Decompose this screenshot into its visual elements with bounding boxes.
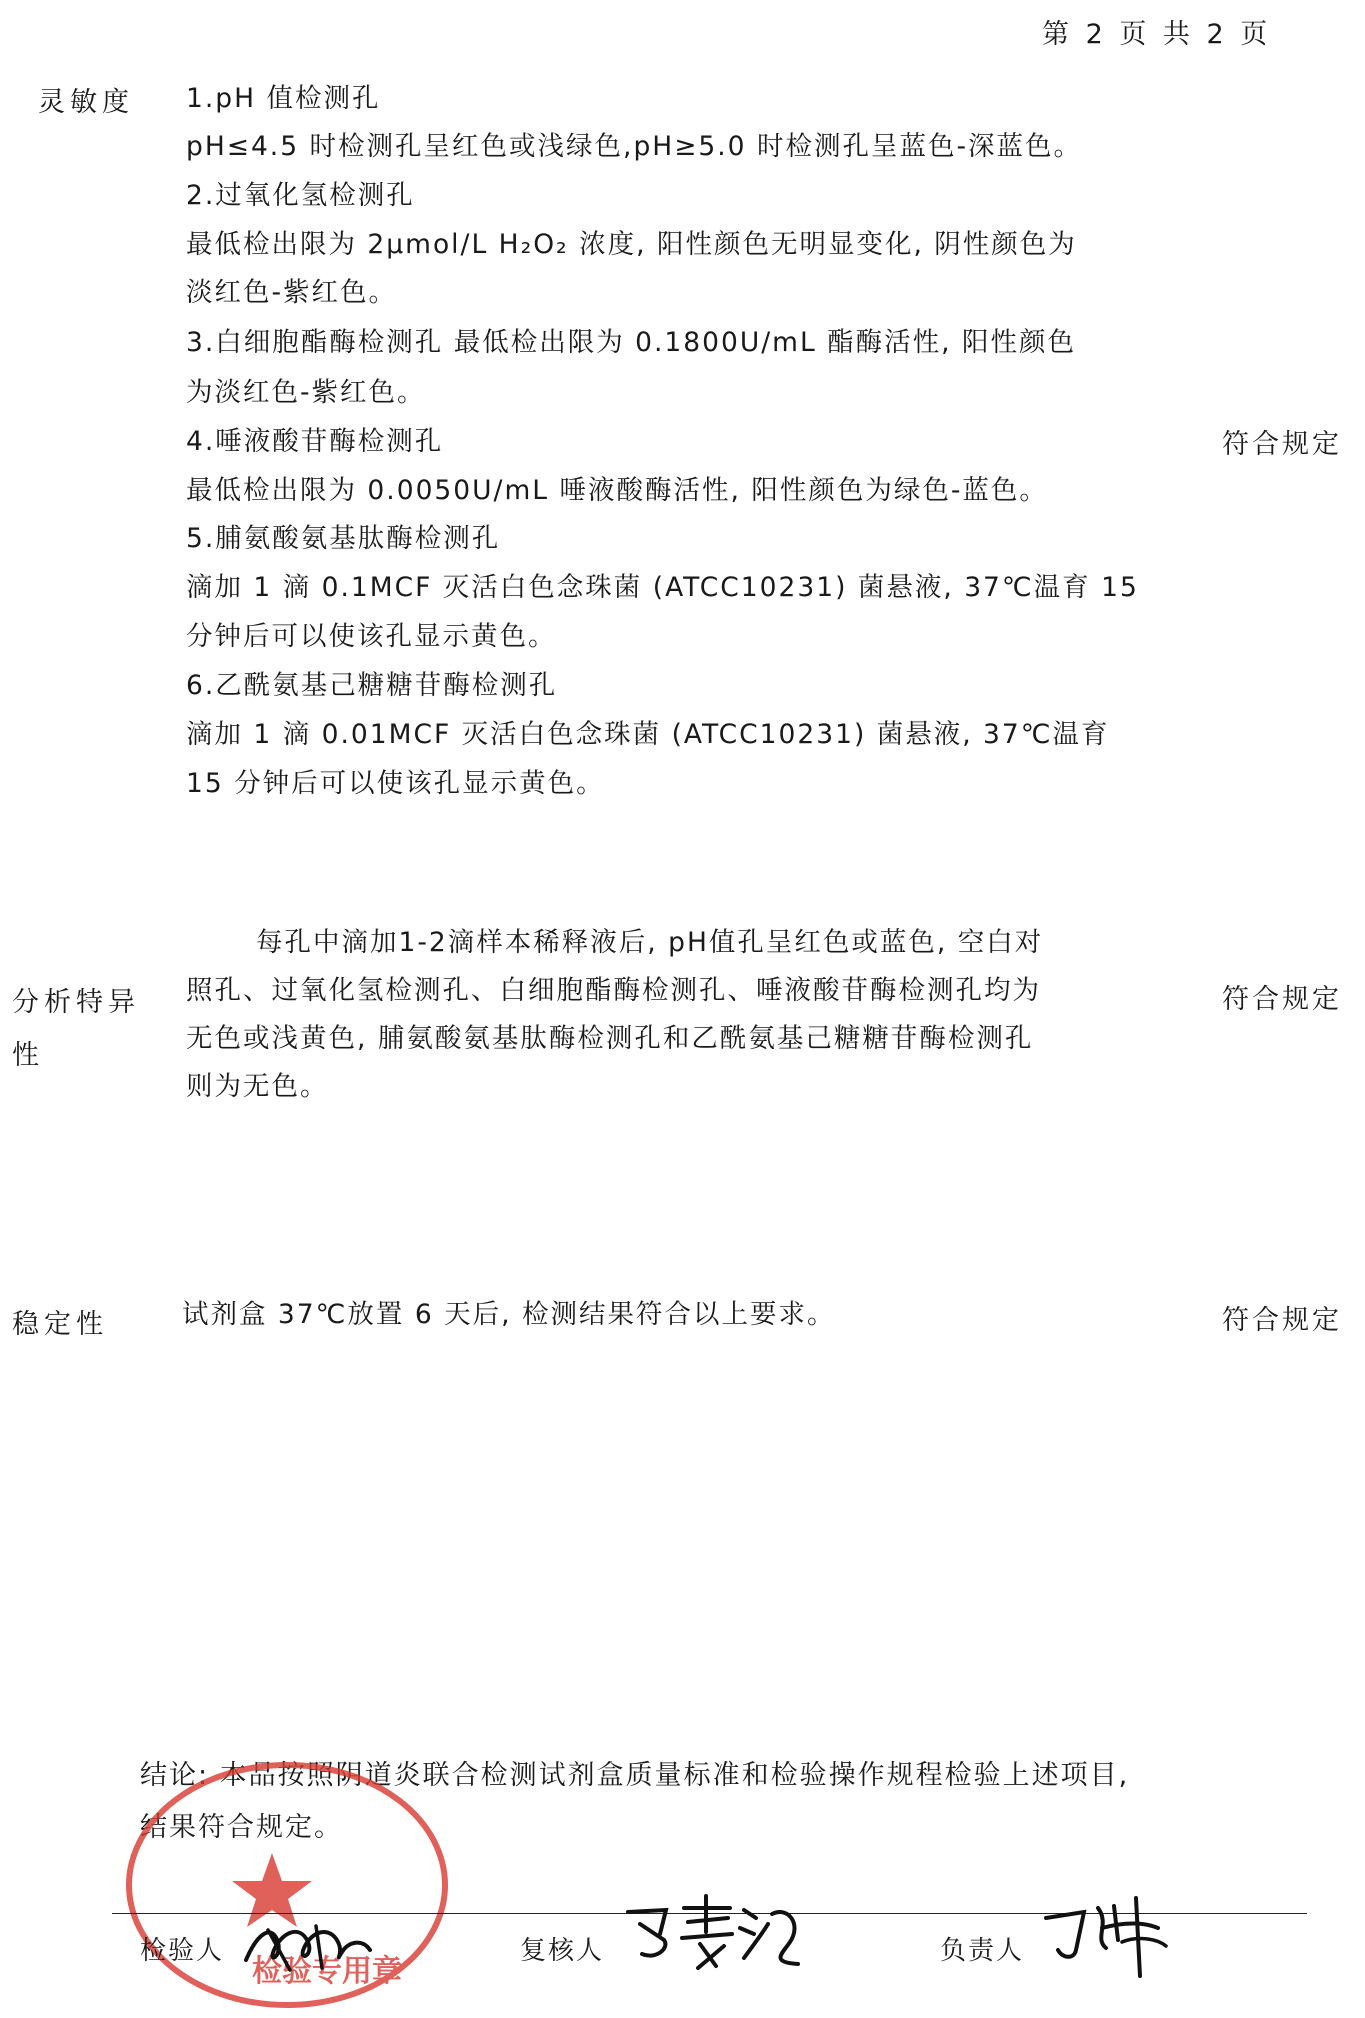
sensitivity-line: 6.乙酰氨基己糖糖苷酶检测孔 [186,670,558,701]
sensitivity-line: 4.唾液酸苷酶检测孔 [186,426,444,457]
sensitivity-line: 15 分钟后可以使该孔显示黄色。 [186,768,605,799]
stability-text: 试剂盒 37℃放置 6 天后, 检测结果符合以上要求。 [182,1299,836,1330]
sensitivity-line: 分钟后可以使该孔显示黄色。 [186,621,557,652]
sensitivity-verdict: 符合规定 [1222,429,1342,460]
sensitivity-line: 3.白细胞酯酶检测孔 最低检出限为 0.1800U/mL 酯酶活性, 阳性颜色 [186,327,1077,358]
conclusion-line: 结论: 本品按照阴道炎联合检测试剂盒质量标准和检验操作规程检验上述项目, [140,1760,1130,1791]
inspector-signature [238,1902,378,1982]
conclusion-line: 结果符合规定。 [140,1812,343,1843]
sensitivity-line: 2.过氧化氢检测孔 [186,180,415,211]
reviewer-signature [620,1888,810,1978]
specificity-line: 无色或浅黄色, 脯氨酸氨基肽酶检测孔和乙酰氨基己糖糖苷酶检测孔 [186,1023,1034,1054]
specificity-line: 每孔中滴加1-2滴样本稀释液后, pH值孔呈红色或蓝色, 空白对 [256,927,1044,958]
responsible-label: 负责人 [940,1936,1025,1966]
stability-label: 稳定性 [12,1309,108,1340]
sensitivity-line: pH≤4.5 时检测孔呈红色或浅绿色,pH≥5.0 时检测孔呈蓝色-深蓝色。 [186,131,1083,162]
specificity-verdict: 符合规定 [1222,984,1342,1015]
reviewer-label: 复核人 [520,1936,605,1966]
specificity-line: 照孔、过氧化氢检测孔、白细胞酯酶检测孔、唾液酸苷酶检测孔均为 [186,975,1041,1006]
inspector-label: 检验人 [140,1936,225,1966]
stability-verdict: 符合规定 [1222,1305,1342,1336]
responsible-signature [1040,1888,1190,1983]
page-number: 第 2 页 共 2 页 [1042,19,1272,50]
sensitivity-line: 为淡红色-紫红色。 [186,377,426,408]
sensitivity-line: 最低检出限为 2μmol/L H₂O₂ 浓度, 阳性颜色无明显变化, 阴性颜色为 [186,229,1077,260]
sensitivity-line: 1.pH 值检测孔 [186,83,381,114]
specificity-label: 分析特异 [12,987,140,1018]
sensitivity-line: 淡红色-紫红色。 [186,277,398,308]
specificity-label-cont: 性 [12,1040,44,1071]
seal-text: 检验专用章 [252,1954,402,1989]
specificity-line: 则为无色。 [186,1071,329,1102]
sensitivity-label: 灵敏度 [38,87,134,118]
sensitivity-line: 最低检出限为 0.0050U/mL 唾液酸酶活性, 阳性颜色为绿色-蓝色。 [186,475,1048,506]
sensitivity-line: 滴加 1 滴 0.1MCF 灭活白色念珠菌 (ATCC10231) 菌悬液, 37℃温育 15 [186,572,1139,603]
sensitivity-line: 5.脯氨酸氨基肽酶检测孔 [186,523,501,554]
sensitivity-line: 滴加 1 滴 0.01MCF 灭活白色念珠菌 (ATCC10231) 菌悬液, 37℃温育 [186,719,1110,750]
